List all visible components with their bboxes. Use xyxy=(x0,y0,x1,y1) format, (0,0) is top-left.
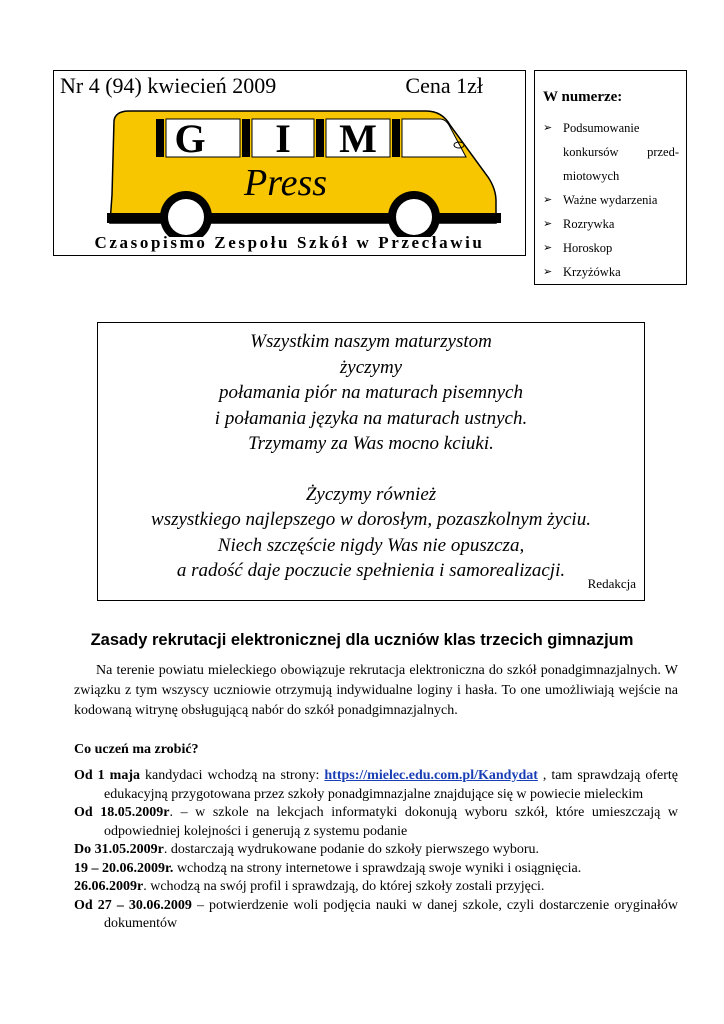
wish-line: Trzymamy za Was mocno kciuki. xyxy=(248,433,494,454)
toc-item xyxy=(543,116,686,140)
toc-item-text: Krzyżówka xyxy=(563,265,621,279)
toc-item-text: Ważne wydarzenia xyxy=(563,193,658,207)
wish-line: Życzymy również xyxy=(305,483,437,505)
steps-list xyxy=(74,767,678,934)
price: Cena 1zł xyxy=(405,73,483,98)
toc-item xyxy=(543,236,686,260)
step-item xyxy=(74,878,678,897)
toc-item xyxy=(543,212,686,236)
wish-line: wszystkiego najlepszego w dorosłym, pozaszkolnym życiu. xyxy=(151,509,591,530)
contents-box xyxy=(534,70,687,285)
step-item xyxy=(74,841,678,860)
step-text: , tam sprawdzają ofertę edukacyjną przygotowana przez szkoły ponadgimnazjalne znajdujące się w powiecie mieleckim xyxy=(104,768,679,802)
step-date: Od 1 maja xyxy=(74,768,140,783)
contents-title: W numerze: xyxy=(543,89,623,105)
article-question: Co uczeń ma zrobić? xyxy=(74,742,199,757)
wish-line: połamania piór na maturach pisemnych xyxy=(219,382,523,403)
step-item xyxy=(74,860,678,879)
toc-item-text: Horoskop xyxy=(563,241,613,255)
toc-item xyxy=(543,188,686,212)
arrow-bullet-icon: ➢ xyxy=(543,266,553,278)
wish-line: Wszystkim naszym maturzystom xyxy=(250,331,492,352)
step-item xyxy=(74,897,678,934)
kandydat-link[interactable]: https://mielec.edu.com.pl/Kandydat xyxy=(324,768,538,783)
step-date: 19 – 20.06.2009r. xyxy=(74,860,174,876)
arrow-bullet-icon: ➢ xyxy=(543,122,553,134)
step-date: Od 18.05.2009r xyxy=(74,805,170,820)
toc-item-text: miotowych xyxy=(563,169,620,183)
logo-letter-g: G xyxy=(174,116,206,161)
wish-line: Niech szczęście nigdy Was nie opuszcza, xyxy=(217,534,525,556)
masthead xyxy=(53,70,526,256)
step-item xyxy=(74,804,678,841)
toc-item xyxy=(543,260,686,284)
step-text: . wchodzą na swój profil i sprawdzają, do której szkoły zostali przyjęci. xyxy=(143,879,545,894)
toc-item-text: konkursów przed- xyxy=(563,145,679,159)
article-intro: Na terenie powiatu mieleckiego obowiązuje rekrutacja elektroniczna do szkół ponadgimnazjalnych. W związku z tym wszyscy uczniowie otrzymują indywidualne loginy i hasła. To one umożliwiają wejście na kodowaną witrynę obsługującą nabór do szkół ponadgimnazjalnych. xyxy=(74,663,678,718)
step-date: Do 31.05.2009r xyxy=(74,842,164,857)
logo-letter-m: M xyxy=(339,116,377,161)
toc-item-text: Rozrywka xyxy=(563,217,615,231)
step-text: . – w szkole na lekcjach informatyki dokonują wyboru szkół, które umieszczają w odpowiedniej kolejności i generują z systemu podanie xyxy=(104,805,679,839)
toc-item-text: Podsumowanie xyxy=(563,121,640,135)
logo-press: Press xyxy=(244,162,328,204)
wish-line: życzymy xyxy=(339,356,403,378)
step-text: wchodzą na strony internetowe i sprawdzają swoje wyniki i osiągnięcia. xyxy=(173,860,582,876)
step-text: – potwierdzenie woli podjęcia nauki w danej szkole, czyli dostarczenie oryginałów dokumentów xyxy=(104,897,678,931)
logo-letter-i: I xyxy=(275,116,291,161)
issue-info: Nr 4 (94) kwiecień 2009 xyxy=(60,73,277,98)
arrow-bullet-icon: ➢ xyxy=(543,242,553,254)
wish-line: a radość daje poczucie spełnienia i samorealizacji. xyxy=(176,560,566,581)
wish-line: i połamania języka na maturach ustnych. xyxy=(214,407,528,429)
arrow-bullet-icon: ➢ xyxy=(543,218,553,230)
step-text: . dostarczają wydrukowane podanie do szkoły pierwszego wyboru. xyxy=(163,842,539,857)
step-item xyxy=(74,767,678,804)
article-title: Zasady rekrutacji elektronicznej dla uczniów klas trzecich gimnazjum xyxy=(90,631,634,649)
wishes-box xyxy=(97,322,645,601)
step-text: kandydaci wchodzą na strony: xyxy=(140,768,325,783)
masthead-subtitle: Czasopismo Zespołu Szkół w Przecławiu xyxy=(94,233,485,252)
arrow-bullet-icon: ➢ xyxy=(543,194,553,206)
bus-logo-icon xyxy=(104,97,514,237)
signature: Redakcja xyxy=(587,575,636,591)
step-date: 26.06.2009r xyxy=(74,879,144,894)
step-date: Od 27 – 30.06.2009 xyxy=(74,897,192,913)
